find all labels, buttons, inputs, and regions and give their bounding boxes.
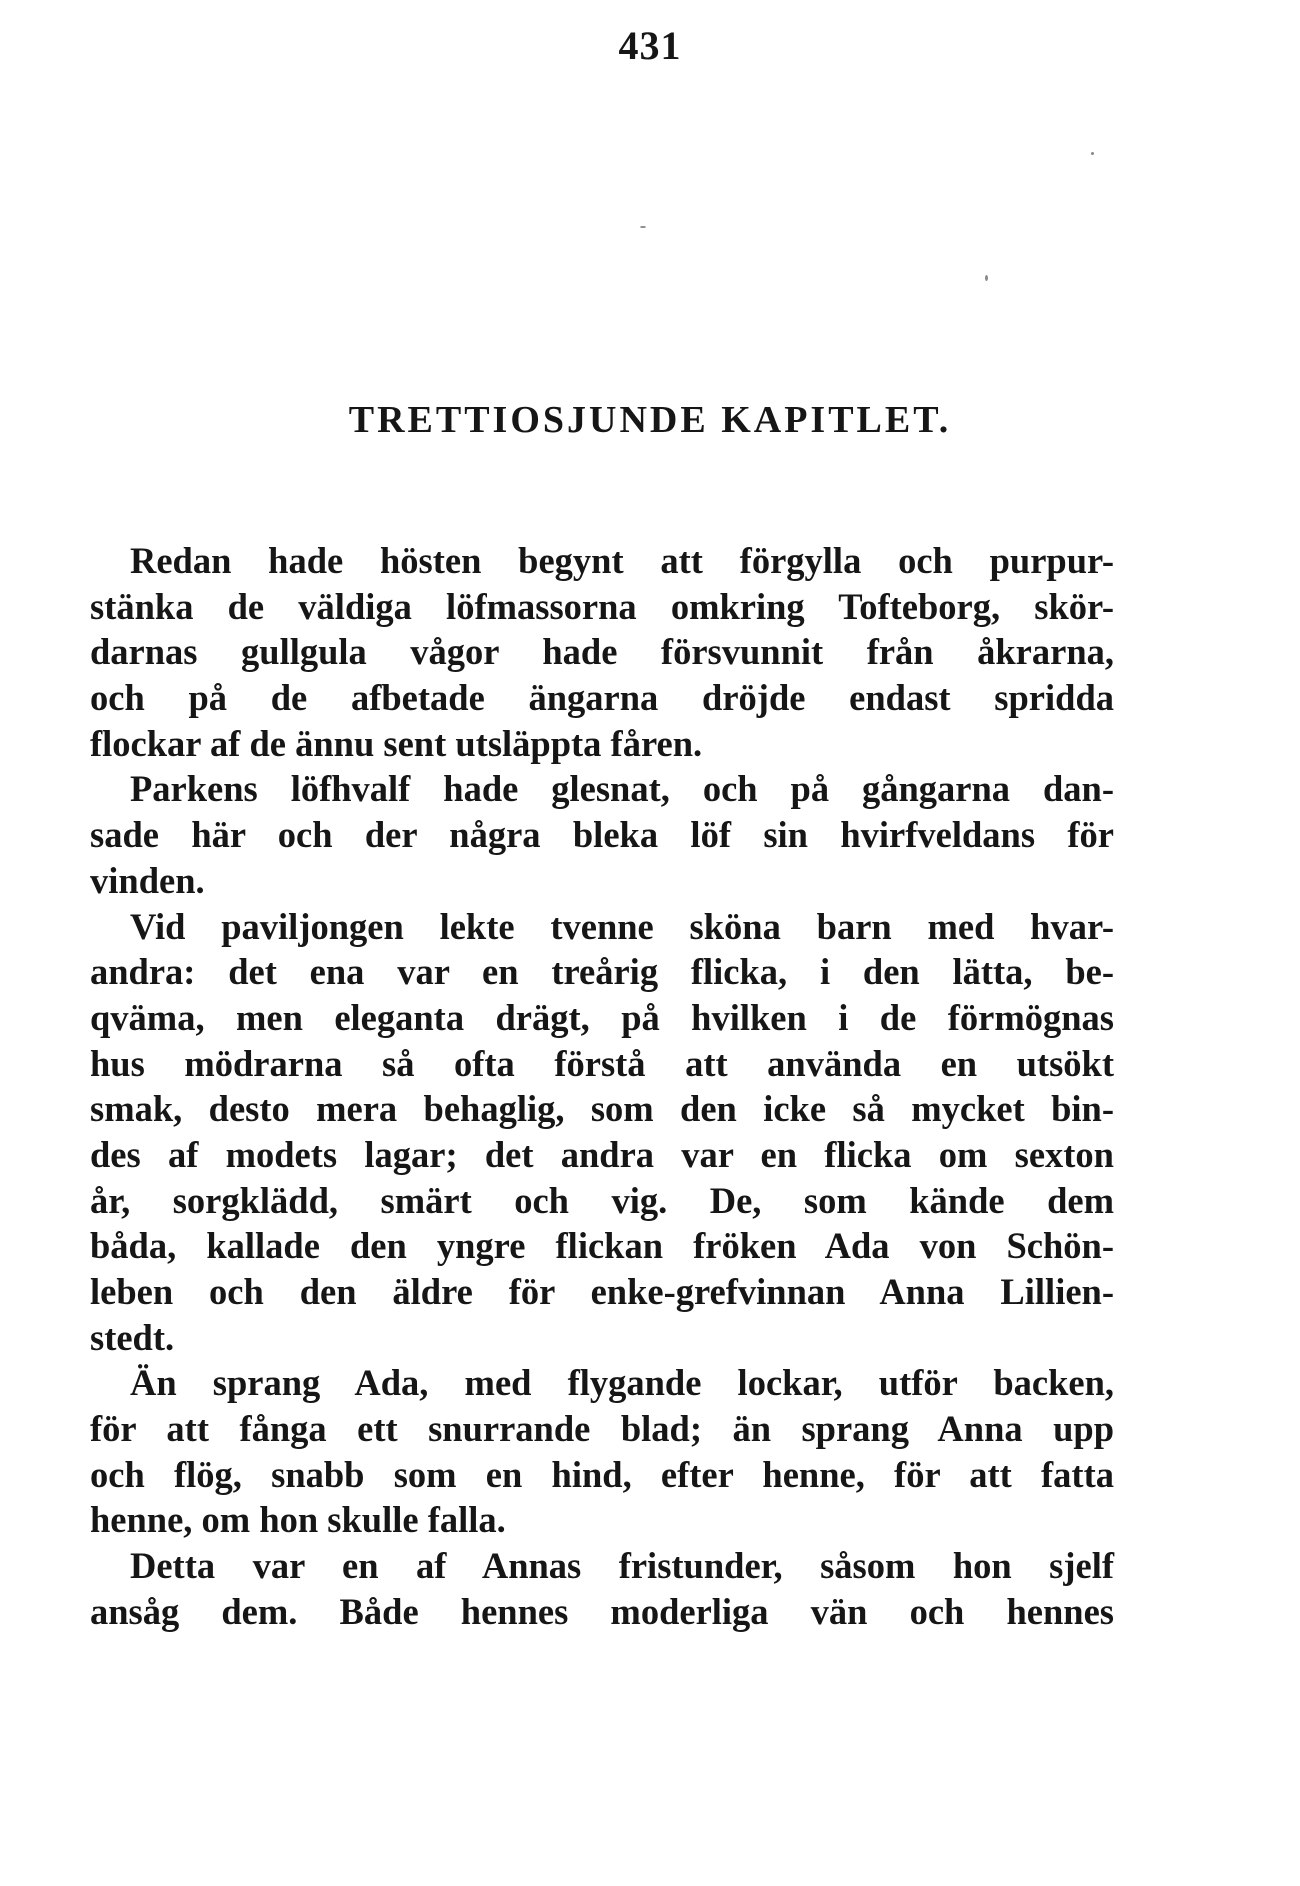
print-speck: [640, 226, 646, 228]
text-line: andra: det ena var en treårig flicka, i den lätta, be-: [90, 951, 1114, 993]
text-line: flockar af de ännu sent utsläppta fåren.: [90, 722, 703, 764]
text-line: år, sorgklädd, smärt och vig. De, som kände dem: [90, 1179, 1114, 1221]
paragraph: [90, 538, 1114, 766]
text-line: och på de afbetade ängarna dröjde endast spridda: [90, 677, 1114, 719]
text-line: leben och den äldre för enke-grefvinnan Anna Lillien-: [90, 1271, 1114, 1312]
paragraph: [90, 904, 1114, 1361]
text-line: darnas gullgula vågor hade försvunnit från åkrarna,: [90, 631, 1114, 673]
text-line: Parkens löfhvalf hade glesnat, och på gångarna dan-: [130, 768, 1114, 810]
text-line: henne, om hon skulle falla.: [90, 1499, 506, 1541]
text-line: Än sprang Ada, med flygande lockar, utför backen,: [130, 1362, 1114, 1404]
text-line: för att fånga ett snurrande blad; än sprang Anna upp: [90, 1408, 1114, 1450]
body-text: [90, 538, 1114, 1635]
text-line: sade här och der några bleka löf sin hvirfveldans för: [90, 814, 1114, 856]
paragraph: [90, 1360, 1114, 1543]
text-line: Vid paviljongen lekte tvenne sköna barn med hvar-: [130, 905, 1114, 947]
text-line: ansåg dem. Både hennes moderliga vän och hennes: [90, 1590, 1114, 1632]
text-line: stedt.: [90, 1316, 175, 1358]
text-line: vinden.: [90, 859, 205, 901]
text-line: Redan hade hösten begynt att förgylla och purpur-: [130, 540, 1114, 581]
text-line: smak, desto mera behaglig, som den icke så mycket bin-: [90, 1088, 1114, 1130]
chapter-title: TRETTIOSJUNDE KAPITLET.: [348, 399, 952, 441]
text-line: och flög, snabb som en hind, efter henne, för att fatta: [90, 1453, 1114, 1495]
text-line: Detta var en af Annas fristunder, såsom hon sjelf: [130, 1545, 1114, 1587]
text-line: hus mödrarna så ofta förstå att använda en utsökt: [90, 1042, 1114, 1084]
print-speck: [1091, 152, 1094, 155]
text-line: båda, kallade den yngre flickan fröken Ada von Schön-: [90, 1225, 1114, 1267]
paragraph: [90, 1543, 1114, 1634]
paragraph: [90, 766, 1114, 903]
text-line: des af modets lagar; det andra var en flicka om sexton: [90, 1133, 1114, 1175]
page-number: 431: [618, 23, 682, 68]
text-line: qväma, men eleganta drägt, på hvilken i de förmögnas: [90, 996, 1114, 1038]
text-line: stänka de väldiga löfmassorna omkring Tofteborg, skör-: [90, 585, 1114, 627]
print-speck: [985, 275, 988, 281]
